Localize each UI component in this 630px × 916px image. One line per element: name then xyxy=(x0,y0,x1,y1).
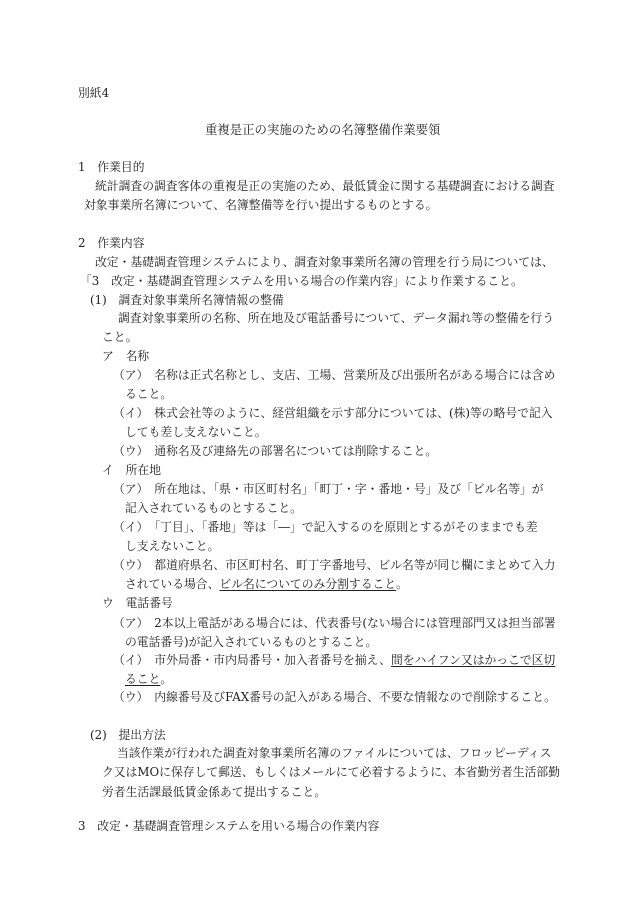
list-item: （ア） 所在地は、「県・市区町村名」「町丁・字・番地・号」及び「ビル名等」が xyxy=(113,482,544,496)
subsection-2-heading: (2) 提出方法 xyxy=(90,728,166,742)
list-item xyxy=(113,652,555,668)
paragraph-line: 改定・基礎調査管理システムにより、調査対象事業所名簿の管理を行う局については、 xyxy=(95,255,554,269)
list-item: （ア） 2本以上電話がある場合には、代表番号(ない場合には管理部門又は担当部署 xyxy=(113,616,556,630)
section-3-heading: 3 改定・基礎調査管理システムを用いる場合の作業内容 xyxy=(78,819,380,833)
paragraph-line: ク又はMOに保存して郵送、もしくはメールにて必着するように、本省勤労者生活部勤 xyxy=(102,765,561,779)
list-item: （イ） 株式会社等のように、経営組織を示す部分については、(株)等の略号で記入 xyxy=(113,406,553,420)
list-item-cont xyxy=(125,671,172,687)
paragraph-line: こと。 xyxy=(102,330,138,344)
underlined-text: ビル名についてのみ分割すること xyxy=(219,577,397,591)
paragraph-line: 調査対象事業所の名称、所在地及び電話番号について、データ漏れ等の整備を行う xyxy=(118,311,555,325)
subsection-1-heading: (1) 調査対象事業所名簿情報の整備 xyxy=(90,293,284,307)
document-title: 重複是正の実施のための名簿整備作業要領 xyxy=(205,122,441,137)
list-item: （イ） 「丁目」、「番地」等は「―」で記入するのを原則とするがそのままでも差 xyxy=(113,520,538,534)
list-item: （ウ） 都道府県名、市区町村名、町丁字番地号、ビル名等が同じ欄にまとめて入力 xyxy=(113,558,556,572)
section-1-heading: 1 作業目的 xyxy=(78,160,145,174)
item-i-heading: イ 所在地 xyxy=(102,463,161,477)
paragraph-line: 統計調査の調査客体の重複是正の実施のため、最低賃金に関する基礎調査における調査 xyxy=(95,179,555,193)
attachment-label: 別紙4 xyxy=(78,86,110,100)
paragraph-line: 「3 改定・基礎調査管理システムを用いる場合の作業内容」により作業すること。 xyxy=(80,274,523,288)
text: されている場合、 xyxy=(125,577,220,591)
list-item-cont: しても差し支えないこと。 xyxy=(125,425,267,439)
paragraph-line: 労者生活課最低賃金係あて提出すること。 xyxy=(102,785,327,799)
text: （イ） 市外局番・市内局番号・加入者番号を揃え、 xyxy=(113,653,391,667)
underlined-text: 間をハイフン又はかっこで区切 xyxy=(390,653,556,667)
underlined-text: ること xyxy=(125,672,161,686)
list-item-cont: し支えないこと。 xyxy=(125,539,220,553)
item-u-heading: ウ 電話番号 xyxy=(102,596,173,610)
list-item-cont xyxy=(125,576,408,592)
list-item-cont: の電話番号)が記入されているものとすること。 xyxy=(125,635,378,649)
list-item-cont: ること。 xyxy=(125,387,173,401)
list-item-cont: 記入されているものとすること。 xyxy=(125,501,302,515)
list-item: （ア） 名称は正式名称とし、支店、工場、営業所及び出張所名がある場合には含め xyxy=(113,368,556,382)
paragraph-line: 対象事業所名簿について、名簿整備等を行い提出するものとする。 xyxy=(84,198,438,212)
item-a-heading: ア 名称 xyxy=(102,349,150,363)
section-2-heading: 2 作業内容 xyxy=(78,236,145,250)
text: 。 xyxy=(396,577,408,591)
text: 。 xyxy=(160,672,173,686)
list-item: （ウ） 内線番号及びFAX番号の記入がある場合、不要な情報なので削除すること。 xyxy=(113,690,556,704)
paragraph-line: 当該作業が行われた調査対象事業所名簿のファイルについては、フロッピーディス xyxy=(117,746,552,760)
list-item: （ウ） 通称名及び連絡先の部署名については削除すること。 xyxy=(113,444,438,458)
